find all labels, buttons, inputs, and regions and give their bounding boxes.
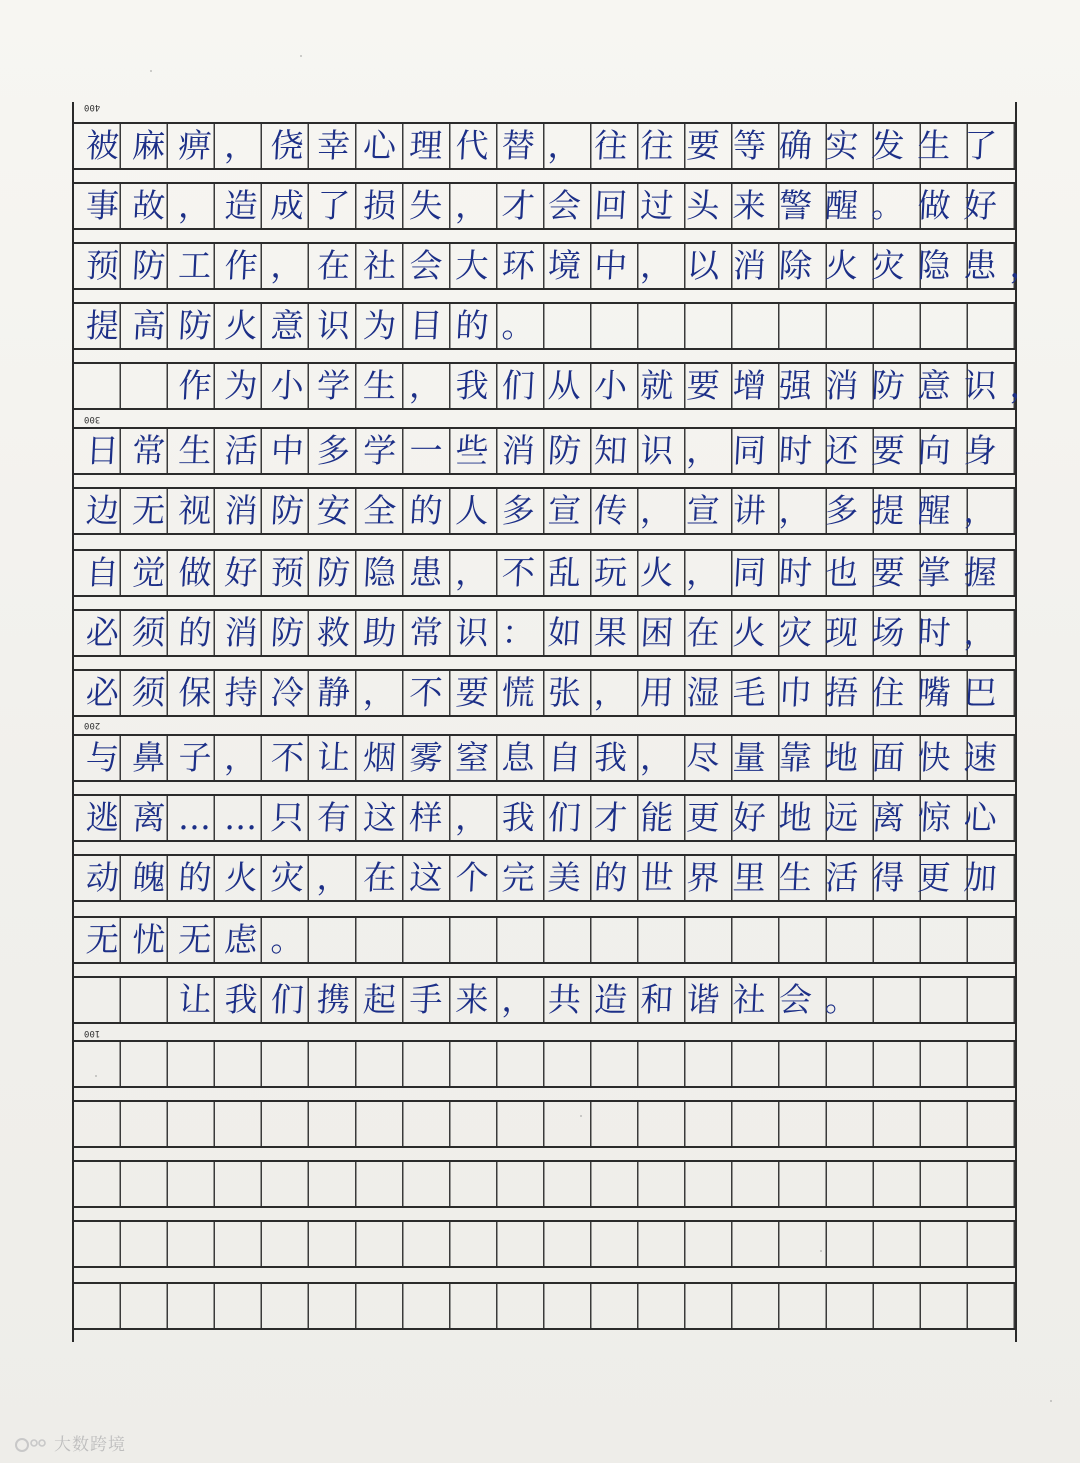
essay-line-text: 预防工作，在社会大环境中，以消除火灾隐患， (85, 246, 1058, 285)
essay-line-text: 无忧无虑。 (85, 920, 319, 959)
empty-grid-row (74, 1220, 1015, 1268)
essay-line-15 (74, 976, 1015, 1024)
essay-line-14 (74, 916, 1015, 964)
grid-count-300: 300 (84, 414, 101, 424)
grid-count-100: 100 (84, 1028, 101, 1038)
essay-line-11 (74, 734, 1015, 782)
brand-logo-icon (14, 1436, 48, 1454)
essay-line-12 (74, 794, 1015, 842)
essay-line-text: 动魄的火灾，在这个完美的世界里生活得更加 (85, 858, 1012, 897)
empty-grid-row (74, 1282, 1015, 1330)
essay-line-13 (74, 854, 1015, 902)
empty-grid-row (74, 1040, 1015, 1088)
essay-line-8 (74, 549, 1015, 597)
essay-line-text: 边无视消防安全的人多宣传，宣讲，多提醒， (85, 491, 1012, 530)
essay-line-4 (74, 302, 1015, 350)
watermark (14, 1430, 126, 1455)
essay-line-3 (74, 242, 1058, 290)
paper-speck (300, 55, 302, 57)
essay-line-text: 日常生活中多学一些消防知识，同时还要向身 (85, 431, 1012, 470)
watermark-text: 大数跨境 (54, 1435, 126, 1455)
essay-line-text: 让我们携起手来，共造和谐社会。 (85, 980, 873, 1019)
essay-line-text: 提高防火意识为目的。 (85, 306, 550, 345)
empty-grid-row (74, 1100, 1015, 1148)
essay-line-text: 事故，造成了损失，才会回过头来警醒。做好 (85, 186, 1012, 225)
paper-speck (580, 1115, 582, 1117)
essay-line-text: 作为小学生，我们从小就要增强消防意识， (85, 366, 1058, 405)
essay-line-5 (74, 362, 1058, 410)
essay-line-7 (74, 487, 1015, 535)
grid-count-200: 200 (84, 720, 101, 730)
empty-grid-row (74, 1160, 1015, 1208)
essay-line-text: 逃离……只有这样，我们才能更好地远离惊心 (85, 798, 1012, 837)
essay-line-1 (74, 122, 1015, 170)
essay-line-text: 必须的消防救助常识：如果困在火灾现场时， (85, 613, 1012, 652)
essay-line-9 (74, 609, 1015, 657)
essay-line-text: 与鼻子，不让烟雾窒息自我，尽量靠地面快速 (85, 738, 1012, 777)
essay-line-10 (74, 669, 1015, 717)
essay-line-6 (74, 427, 1015, 475)
essay-line-text: 被麻痹，侥幸心理代替，往往要等确实发生了 (85, 126, 1012, 165)
paper-speck (820, 1250, 822, 1252)
paper-speck (150, 70, 152, 72)
essay-line-text: 自觉做好预防隐患，不乱玩火，同时也要掌握 (85, 553, 1012, 592)
paper-speck (1050, 1400, 1052, 1402)
essay-line-text: 必须保持冷静，不要慌张，用湿毛巾捂住嘴巴 (85, 673, 1012, 712)
essay-line-2 (74, 182, 1015, 230)
paper-speck (95, 1075, 97, 1077)
writing-grid (72, 102, 1058, 1342)
grid-count-400: 400 (84, 102, 101, 112)
